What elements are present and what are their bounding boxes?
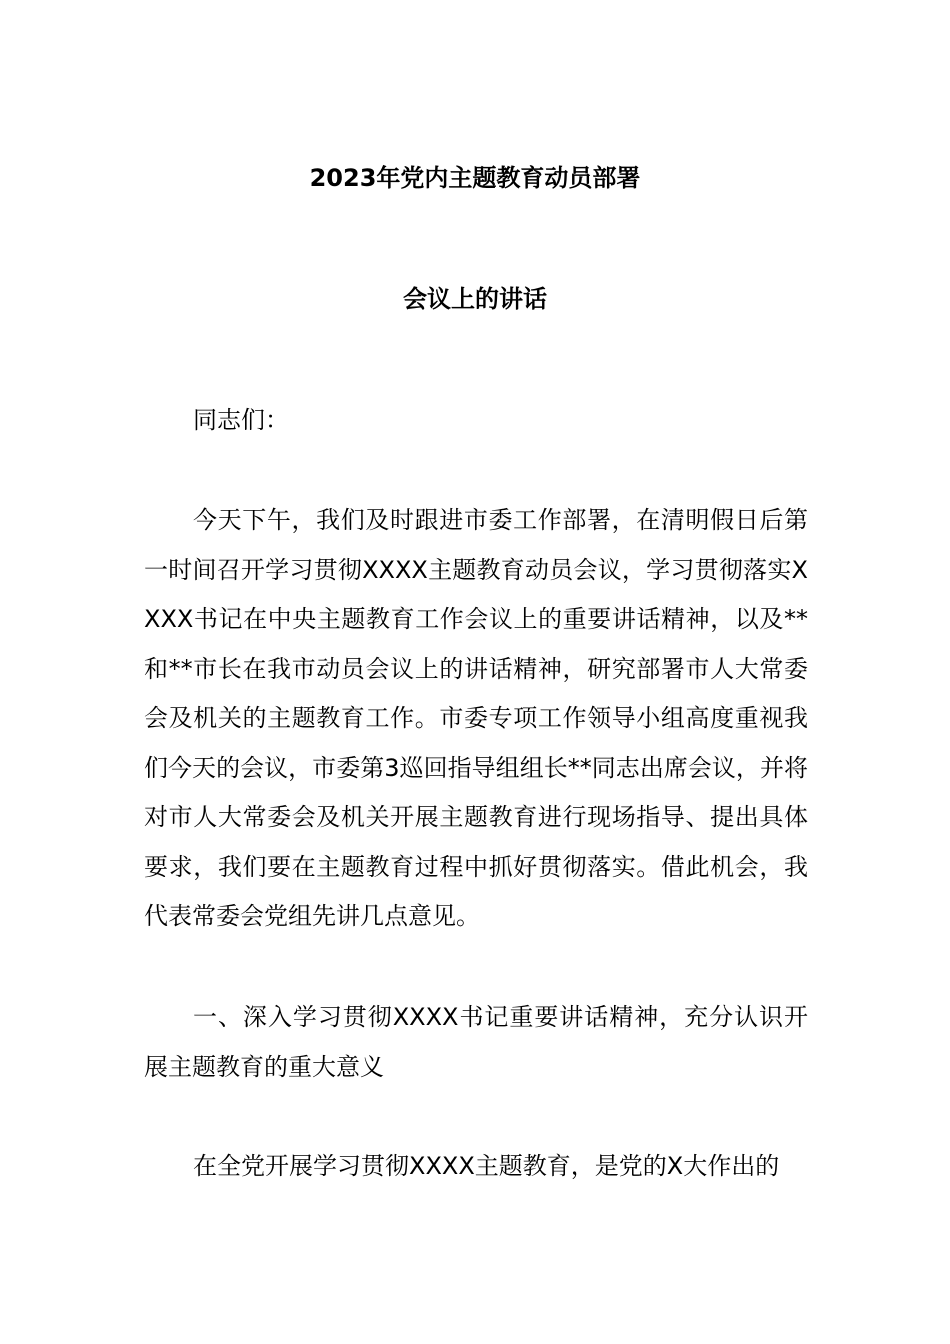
document-title-line-1: 2023年党内主题教育动员部署 (309, 164, 641, 192)
section-heading-1: 一、深入学习贯彻XXXX书记重要讲话精神，充分认识开展主题教育的重大意义 (144, 1003, 808, 1081)
salutation: 同志们： (193, 406, 289, 434)
body-paragraph-2: 在全党开展学习贯彻XXXX主题教育，是党的X大作出的 (193, 1152, 780, 1180)
document-title-line-2: 会议上的讲话 (403, 285, 547, 313)
body-paragraph-1: 今天下午，我们及时跟进市委工作部署，在清明假日后第一时间召开学习贯彻XXXX主题教育动员会议，学习贯彻落实XXXX书记在中央主题教育工作会议上的重要讲话精神，以及**和**市长在我市动员会议上的讲话精神，研究部署市人大常委会及机关的主题教育工作。市委专项工作领导小组高度重视我们今天的会议，市委第3巡回指导组组长**同志出席会议，并将对市人大常委会及机关开展主题教育进行现场指导、提出具体要求，我们要在主题教育过程中抓好贯彻落实。借此机会，我代表常委会党组先讲几点意见。 (144, 506, 808, 930)
